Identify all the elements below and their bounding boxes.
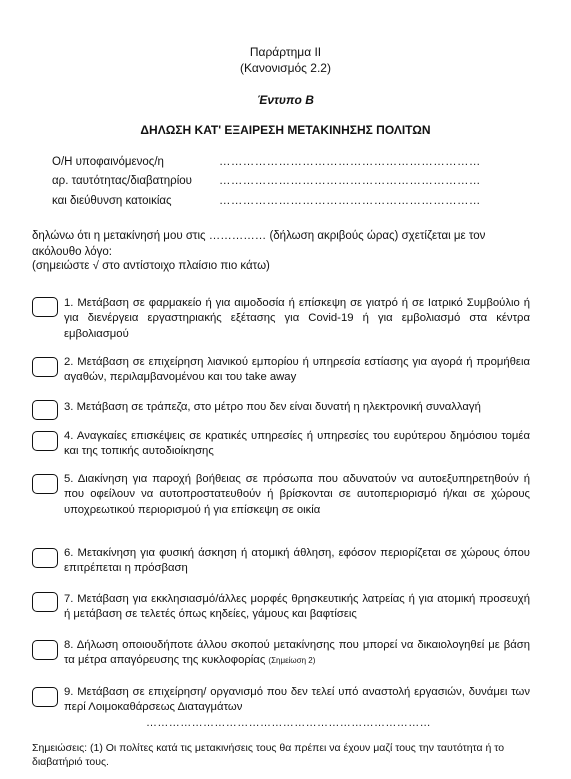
address-field[interactable]: ………………………………………………………… — [219, 195, 481, 207]
item-text: Μετάβαση σε φαρμακείο ή για αιμοδοσία ή επίσκεψη σε γιατρό ή σε Ιατρικό Συμβούλιο ή για διενέργεια εργαστηριακής εξέτασης για Covid-19 ή για εμβολιασμό στα κέντρα εμβολιασμού — [64, 297, 530, 340]
item-number: 7. — [64, 593, 74, 605]
list-item — [64, 472, 530, 518]
list-item — [64, 400, 530, 415]
declaration-statement: δηλώνω ότι η μετακίνησή μου στις …………… (δήλωση ακριβούς ώρας) σχετίζεται με τον ακόλουθο λόγο: — [32, 230, 486, 258]
id-field[interactable]: ………………………………………………………… — [219, 175, 481, 187]
notes-text: Σημειώσεις: (1) Οι πολίτες κατά τις μετακινήσεις τους θα πρέπει να έχουν μαζί τους την ταυτότητα ή το διαβατήριό τους. — [32, 742, 505, 769]
checkbox-item-4[interactable] — [32, 431, 58, 451]
list-item — [64, 429, 530, 460]
item-number: 3. — [64, 401, 74, 413]
checkbox-item-7[interactable] — [32, 592, 58, 612]
list-item — [64, 638, 530, 669]
form-label: Έντυπο Β — [257, 93, 314, 107]
page-title: ΔΗΛΩΣΗ ΚΑΤ' ΕΞΑΙΡΕΣΗ ΜΕΤΑΚΙΝΗΣΗΣ ΠΟΛΙΤΩΝ — [140, 123, 431, 137]
address-field-label: και διεύθυνση κατοικίας — [52, 195, 172, 207]
list-item — [64, 546, 530, 577]
checkbox-item-6[interactable] — [32, 548, 58, 568]
checkbox-item-1[interactable] — [32, 297, 58, 317]
checkbox-item-2[interactable] — [32, 357, 58, 377]
item-text: Μετάβαση σε επιχείρηση/ οργανισμό που δεν τελεί υπό αναστολή εργασιών, δυνάμει των περί Λοιμοκαθάρσεως Διαταγμάτων — [64, 686, 531, 714]
item-text: Μετακίνηση για φυσική άσκηση ή ατομική άθληση, εφόσον περιορίζεται σε χώρους όπου επιτρέπεται η πρόσβαση — [64, 547, 530, 575]
item-number: 9. — [64, 686, 74, 698]
item-text: Μετάβαση σε τράπεζα, στο μέτρο που δεν είναι δυνατή η ηλεκτρονική συναλλαγή — [76, 401, 481, 413]
note-reference: (Σημείωση 2) — [268, 656, 316, 666]
item-text: Μετάβαση για εκκλησιασμό/άλλες μορφές θρησκευτικής λατρείας ή για ατομική προσευχή ή μετάβαση σε τελετές όπως κηδείες, γάμους και βαφτίσεις — [64, 593, 530, 621]
item-text: Δήλωση οποιουδήποτε άλλου σκοπού μετακίνησης που μπορεί να δικαιολογηθεί με βάση τα μέτρα απαγόρευσης της κυκλοφορίας — [64, 639, 531, 667]
item-text: Αναγκαίες επισκέψεις σε κρατικές υπηρεσίες ή υπηρεσίες του ευρύτερου δημόσιου τομέα και της τοπικής αυτοδιοίκησης — [64, 430, 530, 458]
other-purpose-field[interactable]: ………………………………………………………………… — [146, 717, 431, 729]
declaration-instruction: (σημειώστε √ στο αντίστοιχο πλαίσιο πιο κάτω) — [32, 260, 270, 272]
item-number: 6. — [64, 547, 74, 559]
item-number: 8. — [64, 639, 74, 651]
checkbox-item-5[interactable] — [32, 474, 58, 494]
item-number: 2. — [64, 356, 74, 368]
item-number: 4. — [64, 430, 74, 442]
annex-line-1: Παράρτημα ΙΙ — [249, 45, 322, 59]
name-field-label: Ο/Η υποφαινόμενος/η — [52, 156, 164, 168]
name-field[interactable]: ………………………………………………………… — [219, 156, 481, 168]
item-text: Μετάβαση σε επιχείρηση λιανικού εμπορίου ή υπηρεσία εστίασης για αγορά ή προμήθεια αγαθών, περιλαμβανομένου και του take away — [64, 356, 530, 384]
annex-line-2: (Κανονισμός 2.2) — [240, 61, 331, 75]
checkbox-item-8[interactable] — [32, 640, 58, 660]
item-number: 1. — [64, 297, 74, 309]
item-text: Διακίνηση για παροχή βοήθειας σε πρόσωπα που αδυνατούν να αυτοεξυπηρετηθούν ή που οφείλουν να αυτοπροστατευθούν ή βρίσκονται σε αυτοπεριορισμό ή/και σε χώρους υποχρεωτικού περιορισμού ή για επίσκεψη σε οικία — [64, 473, 531, 516]
checkbox-item-9[interactable] — [32, 687, 58, 707]
item-number: 5. — [64, 473, 74, 485]
list-item — [64, 592, 530, 623]
checkbox-item-3[interactable] — [32, 400, 58, 420]
id-field-label: αρ. ταυτότητας/διαβατηρίου — [52, 175, 192, 187]
list-item — [64, 296, 530, 342]
list-item — [64, 685, 530, 716]
list-item — [64, 355, 530, 386]
